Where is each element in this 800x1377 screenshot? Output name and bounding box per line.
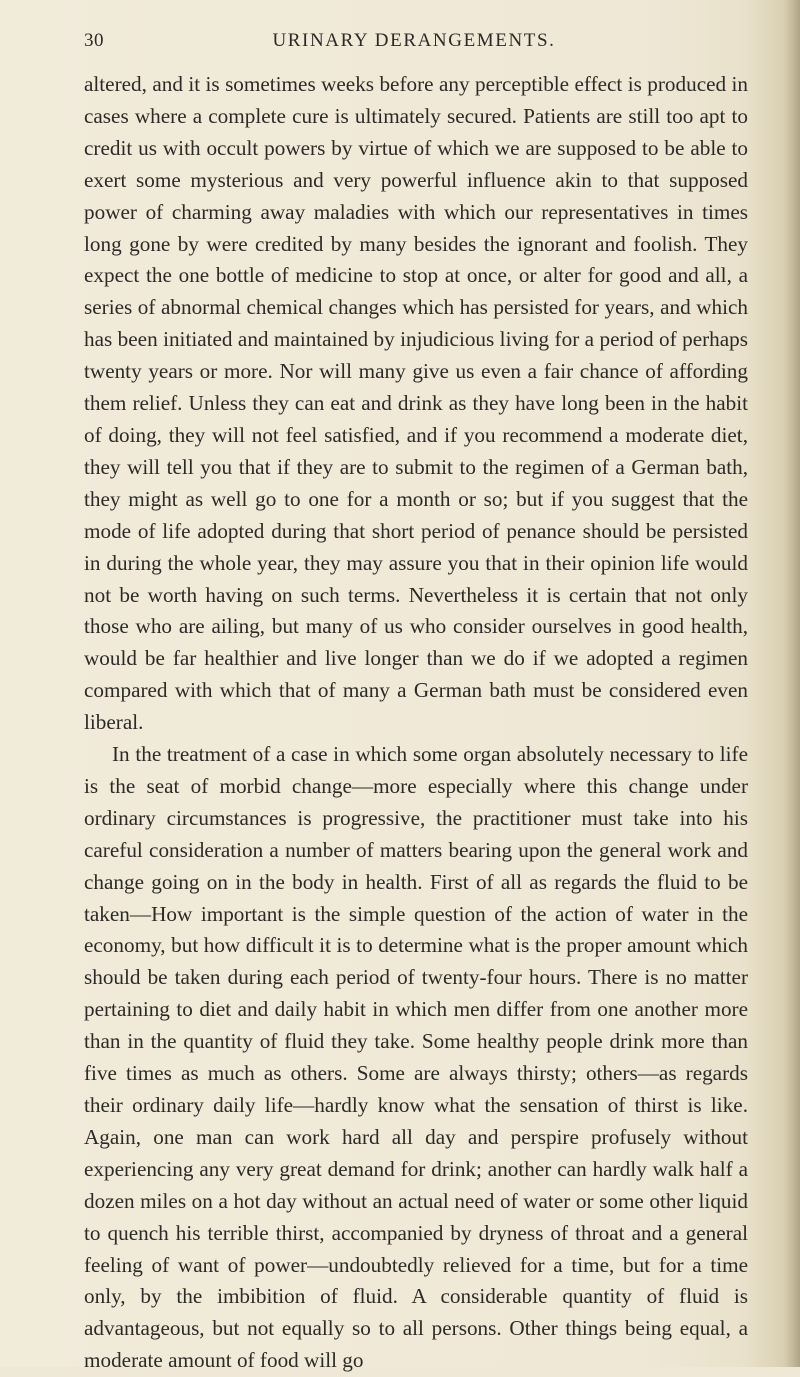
body-text bbox=[84, 69, 748, 1377]
paragraph: altered, and it is sometimes weeks before any perceptible effect is produced in cases where a complete cure is ultimately secured. Patients are still too apt to credit us with occult powers by virtue of which we are supposed to be able to exert some mysterious and very powerful influence akin to that supposed power of charming away maladies with which our representatives in times long gone by were credited by many besides the ignorant and foolish. They expect the one bottle of medicine to stop at once, or alter for good and all, a series of abnormal chemical changes which has persisted for years, and which has been initiated and maintained by injudicious living for a period of perhaps twenty years or more. Nor will many give us even a fair chance of affording them relief. Unless they can eat and drink as they have long been in the habit of doing, they will not feel satisfied, and if you recommend a moderate diet, they will tell you that if they are to submit to the regimen of a German bath, they might as well go to one for a month or so; but if you suggest that the mode of life adopted during that short period of penance should be persisted in during the whole year, they may assure you that in their opinion life would not be worth having on such terms. Nevertheless it is certain that not only those who are ailing, but many of us who consider ourselves in good health, would be far healthier and live longer than we do if we adopted a regimen compared with which that of many a German bath must be considered even liberal. bbox=[84, 72, 748, 735]
paragraph: In the treatment of a case in which some organ absolutely necessary to life is the seat of morbid change—more especially where this change under ordinary circumstances is progressive, the practitioner must take into his careful consideration a number of matters bearing upon the general work and change going on in the body in health. First of all as regards the fluid to be taken—How important is the simple question of the action of water in the economy, but how difficult it is to determine what is the proper amount which should be taken during each period of twenty-four hours. There is no matter pertaining to diet and daily habit in which men differ from one another more than in the quantity of fluid they take. Some healthy people drink more than five times as much as others. Some are always thirsty; others—as regards their ordinary daily life—hardly know what the sensation of thirst is like. Again, one man can work hard all day and perspire profusely without experiencing any very great demand for drink; another can hardly walk half a dozen miles on a hot day without an actual need of water or some other liquid to quench his terrible thirst, accompanied by dryness of throat and a general feeling of want of power—undoubtedly relieved for a time, but for a time only, by the imbibition of fluid. A considerable quantity of fluid is advantageous, but not equally so to all persons. Other things being equal, a moderate amount of food will go bbox=[84, 742, 748, 1373]
page-number: 30 bbox=[84, 30, 104, 51]
page-header bbox=[84, 30, 744, 60]
running-head: URINARY DERANGEMENTS. bbox=[272, 30, 556, 51]
page-edge-shadow bbox=[784, 0, 800, 1367]
